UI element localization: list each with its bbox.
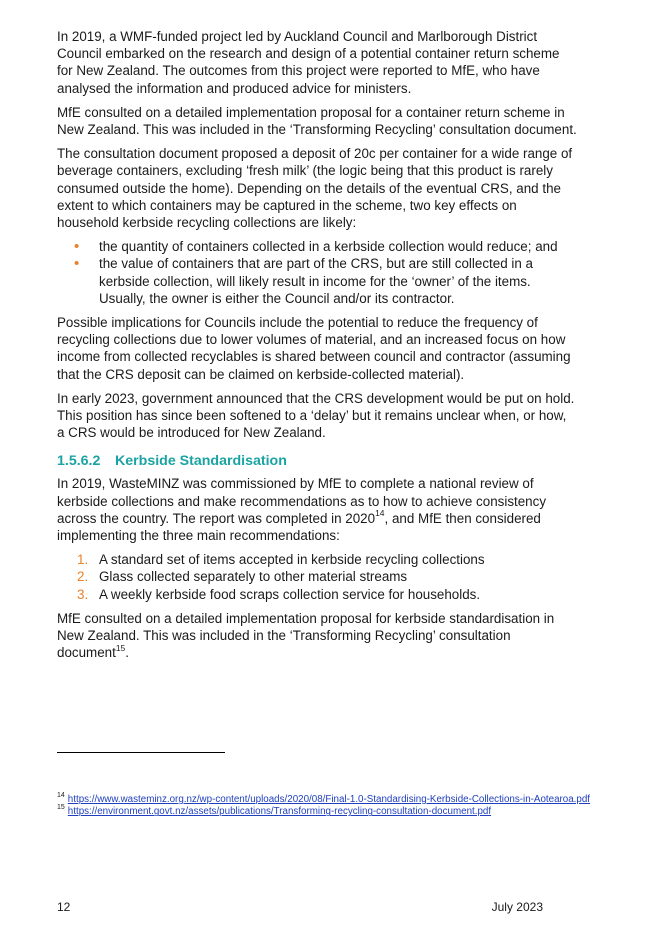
footnote-link[interactable]: https://environment.govt.nz/assets/publications/Transforming-recycling-consultation-document.pdf (67, 806, 492, 818)
footnote-link[interactable]: https://www.wasteminz.org.nz/wp-content/uploads/2020/08/Final-1.0-Standardising-Kerbside-Collections-in-Aotearoa.pdf (67, 794, 591, 805)
list-item (57, 255, 577, 307)
section-number: 1.5.6.2 (57, 453, 101, 470)
list-item-text: the quantity of containers collected in a kerbside collection would reduce; and (99, 239, 558, 255)
page-number: 12 (57, 900, 71, 914)
list-item-text: the value of containers that are part of the CRS, but are still collected in a kerbside collection, will likely result in income for the ‘owner’ of the items. Usually, the owner is either the Council and/or its contractor. (99, 256, 533, 306)
paragraph-text: , and MfE then considered implementing the three main recommendations: (57, 510, 541, 544)
list-number: 3. (77, 586, 89, 602)
footer-date: July 2023 (491, 900, 543, 914)
recommendations-list (57, 551, 577, 603)
bullet-icon: • (74, 255, 80, 273)
paragraph-council-implications: Possible implications for Councils include the potential to reduce the frequency of recycling collections due to lower volumes of material, and an increased focus on how income from collected recyclables is shared between council and contractor (assuming that the CRS deposit can be claimed on kerbside-collected material). (57, 315, 571, 382)
footnote-15 (57, 806, 597, 818)
paragraph-crs-on-hold: In early 2023, government announced that the CRS development would be put on hold. This position has since been softened to a ‘delay’ but it remains unclear when, or how, a CRS would be introduced for New Zealand. (57, 390, 575, 441)
list-item (57, 568, 577, 585)
paragraph-text: In 2019, WasteMINZ was commissioned by MfE to complete a national review of kerbside collections and make recommendations as to how to achieve consistency across the country. The report was completed in 2020 (57, 476, 547, 526)
paragraph-deposit-proposal: The consultation document proposed a deposit of 20c per container for a wide range of beverage containers, excluding ‘fresh milk’ (the logic being that this product is rarely consumed outside the home). Depending on the details of the eventual CRS, and the extent to which containers may be captured in the scheme, two key effects on household kerbside recycling collections are likely: (57, 146, 573, 231)
paragraph-text: MfE consulted on a detailed implementation proposal for kerbside standardisation in New Zealand. This was included in the ‘Transforming Recycling’ consultation document (57, 610, 555, 661)
paragraph-kerbside-consultation (57, 610, 577, 662)
list-item (57, 551, 577, 568)
effects-list (57, 238, 577, 307)
paragraph-crs-project: In 2019, a WMF-funded project led by Auckland Council and Marlborough District Council embarked on the research and design of a potential container return scheme for New Zealand. The outcomes from this project were reported to MfE, who have analysed the information and produced advice for ministers. (57, 29, 560, 96)
list-item (57, 586, 577, 603)
paragraph-wasteminz-review (57, 475, 577, 544)
list-number: 2. (77, 569, 89, 585)
footnote-number: 14 (57, 791, 65, 799)
footnote-divider (57, 752, 225, 753)
list-item-text: Glass collected separately to other material streams (99, 569, 408, 585)
list-item-text: A weekly kerbside food scraps collection service for households. (99, 586, 481, 602)
section-title: Kerbside Standardisation (115, 453, 287, 470)
paragraph-mfe-consultation: MfE consulted on a detailed implementation proposal for a container return scheme in New Zealand. This was included in the ‘Transforming Recycling’ consultation document. (57, 104, 577, 138)
footnotes (57, 791, 597, 819)
section-heading (57, 451, 577, 471)
list-item (57, 238, 577, 255)
list-item-text: A standard set of items accepted in kerbside recycling collections (99, 552, 485, 568)
footnote-ref-15[interactable]: 15 (115, 642, 126, 653)
footnote-number: 15 (57, 804, 65, 812)
document-body (57, 28, 577, 669)
list-number: 1. (77, 552, 89, 568)
bullet-icon: • (74, 238, 80, 256)
footnote-ref-14[interactable]: 14 (375, 508, 385, 519)
paragraph-text: . (125, 645, 130, 661)
footnote-14 (57, 791, 597, 806)
